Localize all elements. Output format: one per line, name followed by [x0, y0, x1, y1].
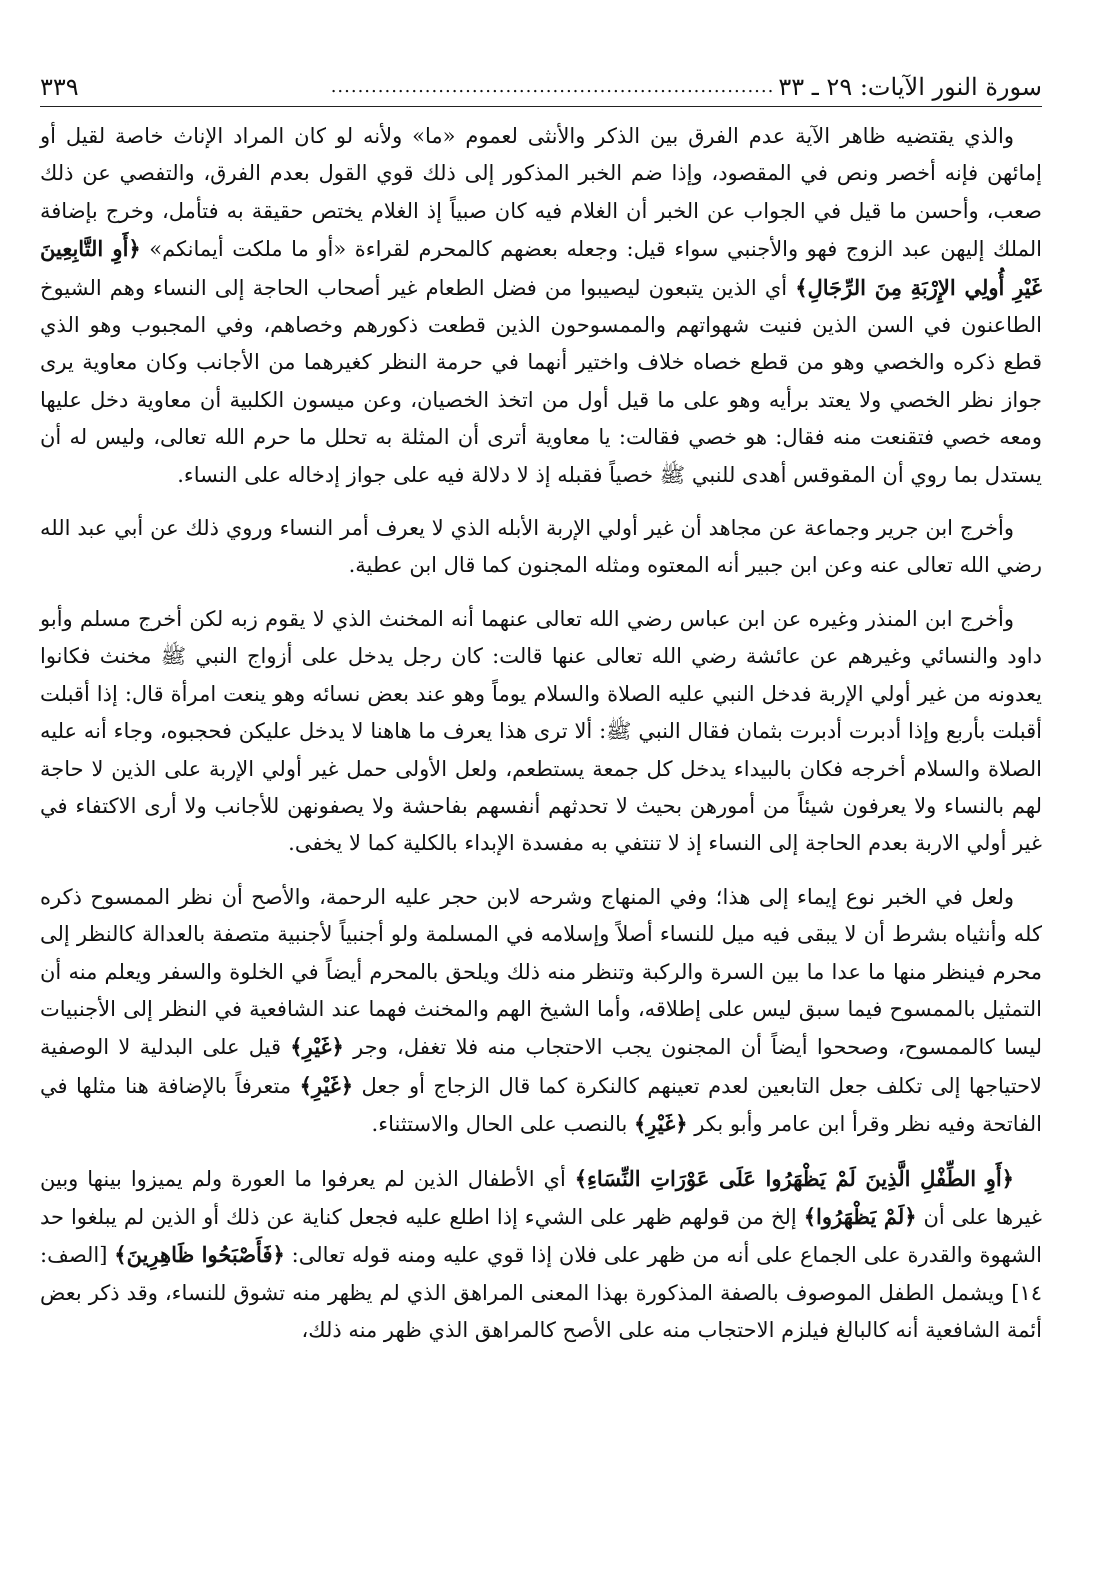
quran-quote: ﴿غَيْرِ﴾ — [634, 1111, 688, 1137]
paragraph — [40, 601, 1042, 863]
paragraph — [40, 510, 1042, 585]
text-segment: [الصف: ١٤] ويشمل الطفل الموصوف بالصفة المذكورة بهذا المعنى المراهق الذي لم يظهر منه تشوق للنساء، وقد ذكر بعض أئمة الشافعية أنه كالبالغ فيلزم الاحتجاب منه على الأصح كالمراهق الذي ظهر منه ذلك، — [40, 1243, 1042, 1343]
page-number: ٣٣٩ — [40, 73, 79, 101]
text-segment: إلخ من قولهم ظهر على الشيء إذا اطلع عليه فجعل كناية عن ذلك أو الذين لم يبلغوا حد الشهوة والقدرة على الجماع على أنه من ظهر على فلان إذا قوي عليه ومنه قوله تعالى: — [40, 1204, 1042, 1268]
text-segment: أي الذين يتبعون ليصيبوا من فضل الطعام غير أصحاب الحاجة إلى النساء وهم الشيوخ الطاعنون في السن الذين فنيت شهواتهم والممسوحون الذين قطعت ذكورهم وخصاهم، وفي المجبوب وهو الذي قطع ذكره والخصي وهو من قطع خصاه خلاف واختير أنهما في حرمة النظر كغيرهما من الأجانب وكان معاوية يرى جواز نظر الخصي ولا يعتد برأيه وهو على ما قيل أول من اتخذ الخصيان، وعن ميسون الكلبية أن معاوية دخل عليها ومعه خصي فتقنعت منه فقال: هو خصي فقالت: يا معاوية أترى أن المثلة به تحلل ما حرم الله تعالى، وليس له أن يستدل بما روي أن المقوقس أهدى للنبي ﷺ خصياً فقبله إذ لا دلالة فيه على جواز إدخاله على النساء. — [40, 275, 1042, 487]
text-segment: قيل على البدلية لا الوصفية لاحتياجها إلى تكلف جعل التابعين لعدم تعينهم كالنكرة كما قال الزجاج أو جعل — [40, 1035, 1042, 1098]
quran-quote: ﴿أَوِ التَّابِعِينَ غَيْرِ أُولِي الإِرْبَةِ مِنَ الرِّجَالِ﴾ — [40, 236, 1042, 300]
text-segment: وأخرج ابن المنذر وغيره عن ابن عباس رضي الله تعالى عنهما أنه المخنث الذي لا يقوم زبه لكن أخرج مسلم وأبو داود والنسائي وغيرهم عن عائشة رضي الله تعالى عنها قالت: كان رجل يدخل على أزواج النبي ﷺ مخنث فكانوا يعدونه من غير أولي الإربة فدخل النبي عليه الصلاة والسلام يوماً وهو عند بعض نسائه وهو ينعت امرأة قال: إذا أقبلت أقبلت بأربع وإذا أدبرت أدبرت بثمان فقال النبي ﷺ: ألا ترى هذا يعرف ما هاهنا لا يدخل عليكن فحجبوه، وجاء أنه عليه الصلاة والسلام أخرجه فكان بالبيداء يدخل كل جمعة يستطعم، ولعل الأولى حمل غير أولي الإربة على الذين لا حاجة لهم بالنساء ولا يعرفون شيئاً من أمورهن بحيث لا تحدثهم أنفسهم بفاحشة ولا يصفونهن للأجانب ولا أرى الاكتفاء في غير أولي الاربة بعدم الحاجة إلى النساء إذ لا تنتفي به مفسدة الإبداء بالكلية كما لا يخفى. — [40, 606, 1042, 856]
running-header — [40, 66, 1042, 102]
quran-quote: ﴿غَيْرِ﴾ — [299, 1072, 354, 1098]
quran-quote: ﴿لَمْ يَظْهَرُوا﴾ — [803, 1203, 917, 1229]
text-segment: وأخرج ابن جرير وجماعة عن مجاهد أن غير أولي الإربة الأبله الذي لا يعرف أمر النساء وروي ذلك عن أبي عبد الله رضي الله تعالى عنه وعن ابن جبير أنه المعتوه ومثله المجنون كما قال ابن عطية. — [40, 516, 1042, 578]
text-segment: ولعل في الخبر نوع إيماء إلى هذا؛ وفي المنهاج وشرحه لابن حجر عليه الرحمة، والأصح أن نظر الممسوح ذكره كله وأنثياه بشرط أن لا يبقى فيه ميل للنساء أصلاً وإسلامه في المسلمة ولو أجنبياً لأجنبية متصفة بالعدالة كالنظر إلى محرم فينظر منها ما عدا ما بين السرة والركبة وتنظر منه ذلك ويلحق بالمحرم أيضاً في الخلوة والسفر ويعلم منه أن التمثيل بالممسوح فيما سبق ليس على إطلاقه، وأما الشيخ الهم والمخنث فهما عند الشافعية في النظر إلى الأجنبيات ليسا كالممسوح، وصححوا أيضاً أن المجنون يجب الاحتجاب منه فلا تغفل، وجر — [40, 884, 1042, 1060]
text-segment: أي الأطفال الذين لم يعرفوا ما العورة ولم يميزوا بينها وبين غيرها على أن — [40, 1166, 1043, 1229]
surah-title: سورة النور الآيات: ٢٩ ـ ٣٣ — [778, 73, 1042, 101]
quran-quote: ﴿فَأَصْبَحُوا ظَاهِرِينَ﴾ — [114, 1242, 285, 1268]
paragraph — [40, 1160, 1042, 1350]
text-segment: متعرفاً بالإضافة هنا مثلها في الفاتحة وفيه نظر وقرأ ابن عامر وأبو بكر — [40, 1073, 1042, 1137]
paragraph — [40, 118, 1042, 494]
text-segment: بالنصب على الحال والاستثناء. — [371, 1112, 634, 1137]
quran-quote: ﴿غَيْرِ﴾ — [290, 1034, 344, 1060]
leader-dots: .................................................................. — [330, 76, 775, 97]
text-segment: والذي يقتضيه ظاهر الآية عدم الفرق بين الذكر والأنثى لعموم «ما» ولأنه لو كان المراد الإناث خاصة لقيل أو إمائهن فإنه أخصر ونص في المقصود، وإذا ضم الخبر المذكور إلى ذلك قوي القول بعدم الفرق، والتفصي عن ذلك صعب، وأحسن ما قيل في الجواب عن الخبر أن الغلام فيه كان صبياً إذ الغلام يختص حقيقة به فتأمل، وخرج بإضافة الملك إليهن عبد الزوج فهو والأجنبي سواء قيل: وجعله بعضهم كالمحرم لقراءة «أو ما ملكت أيمانكم» — [40, 124, 1042, 262]
body-text — [40, 118, 1042, 1350]
paragraph — [40, 879, 1042, 1144]
quran-quote: ﴿أَوِ الطِّفْلِ الَّذِينَ لَمْ يَظْهَرُوا عَلَى عَوْرَاتِ النِّسَاءِ﴾ — [574, 1165, 1014, 1191]
header-divider — [40, 106, 1042, 107]
